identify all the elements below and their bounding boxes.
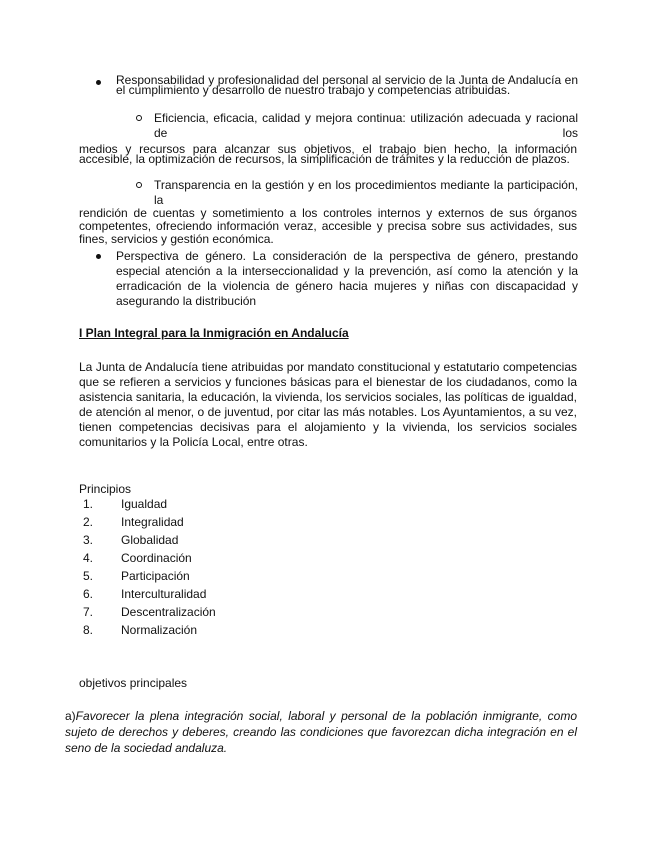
list-item: 7. Descentralización <box>83 605 216 619</box>
intro-paragraph: La Junta de Andalucía tiene atribuidas por mandato constitucional y estatutario competencias que se refieren a servicios y funciones básicas para el bienestar de los ciudadanos, como la asistencia sanitaria, la educación, la vivienda, los servicios sociales, las políticas de igualdad, de atención al menor, o de juventud, por citar las más notables. Los Ayuntamientos, a su vez, tienen competencias decisivas para el alojamiento y la vivienda, los servicios sociales comunitarios y la Policía Local, entre otras. <box>79 360 577 449</box>
bullet-responsibility <box>96 75 578 95</box>
objective-a-text: Favorecer la plena integración social, laboral y personal de la población inmigrante, como sujeto de derechos y deberes, creando las condiciones que favorezcan dicha integración en el seno de la sociedad andaluza. <box>65 709 577 755</box>
list-item: 5. Participación <box>83 569 190 583</box>
objectives-label: objetivos principales <box>79 676 188 690</box>
list-item: 2. Integralidad <box>83 515 184 529</box>
section-heading: I Plan Integral para la Inmigración en Andalucía <box>79 326 349 340</box>
bullet-gender-perspective-text: Perspectiva de género. La consideración de la perspectiva de género, prestando especial atención a la interseccionalidad y la prevención, así como la atención y la erradicación de la violencia de género hacia mujeres y niñas con discapacidad y asegurando la distribución <box>116 249 578 308</box>
paragraph-efficiency-continued: medios y recursos para alcanzar sus objetivos, el trabajo bien hecho, la información accesible, la optimización de recursos, la simplificación de trámites y la reducción de plazos. <box>79 142 577 166</box>
objective-a-marker: a) <box>65 709 76 723</box>
bullet-marker <box>96 80 101 85</box>
sub-bullet-transparency <box>136 178 578 208</box>
list-item: 4. Coordinación <box>83 551 192 565</box>
list-item: 8. Normalización <box>83 623 198 637</box>
paragraph-transparency-continued: rendición de cuentas y sometimiento a los controles internos y externos de sus órganos competentes, ofreciendo información veraz, accesible y precisa sobre sus actividades, sus fines, servicios y gestión económica. <box>79 206 577 246</box>
sub-bullet-transparency-text: Transparencia en la gestión y en los procedimientos mediante la participación, la <box>154 178 578 207</box>
bullet-responsibility-text: Responsabilidad y profesionalidad del personal al servicio de la Junta de Andalucía en el cumplimiento y desarrollo de nuestro trabajo y competencias atribuidas. <box>116 73 578 97</box>
sub-bullet-efficiency <box>136 111 578 141</box>
list-item: 1. Igualdad <box>83 497 168 511</box>
sub-bullet-marker <box>136 182 142 188</box>
bullet-gender-perspective <box>96 249 578 309</box>
sub-bullet-efficiency-text: Eficiencia, eficacia, calidad y mejora continua: utilización adecuada y racional de los <box>154 111 578 140</box>
principles-label: Principios <box>79 482 132 496</box>
sub-bullet-marker <box>136 115 142 121</box>
objective-a <box>65 708 577 756</box>
list-item: 6. Interculturalidad <box>83 587 207 601</box>
principles-list <box>83 497 216 641</box>
bullet-marker <box>96 254 101 259</box>
list-item: 3. Globalidad <box>83 533 179 547</box>
